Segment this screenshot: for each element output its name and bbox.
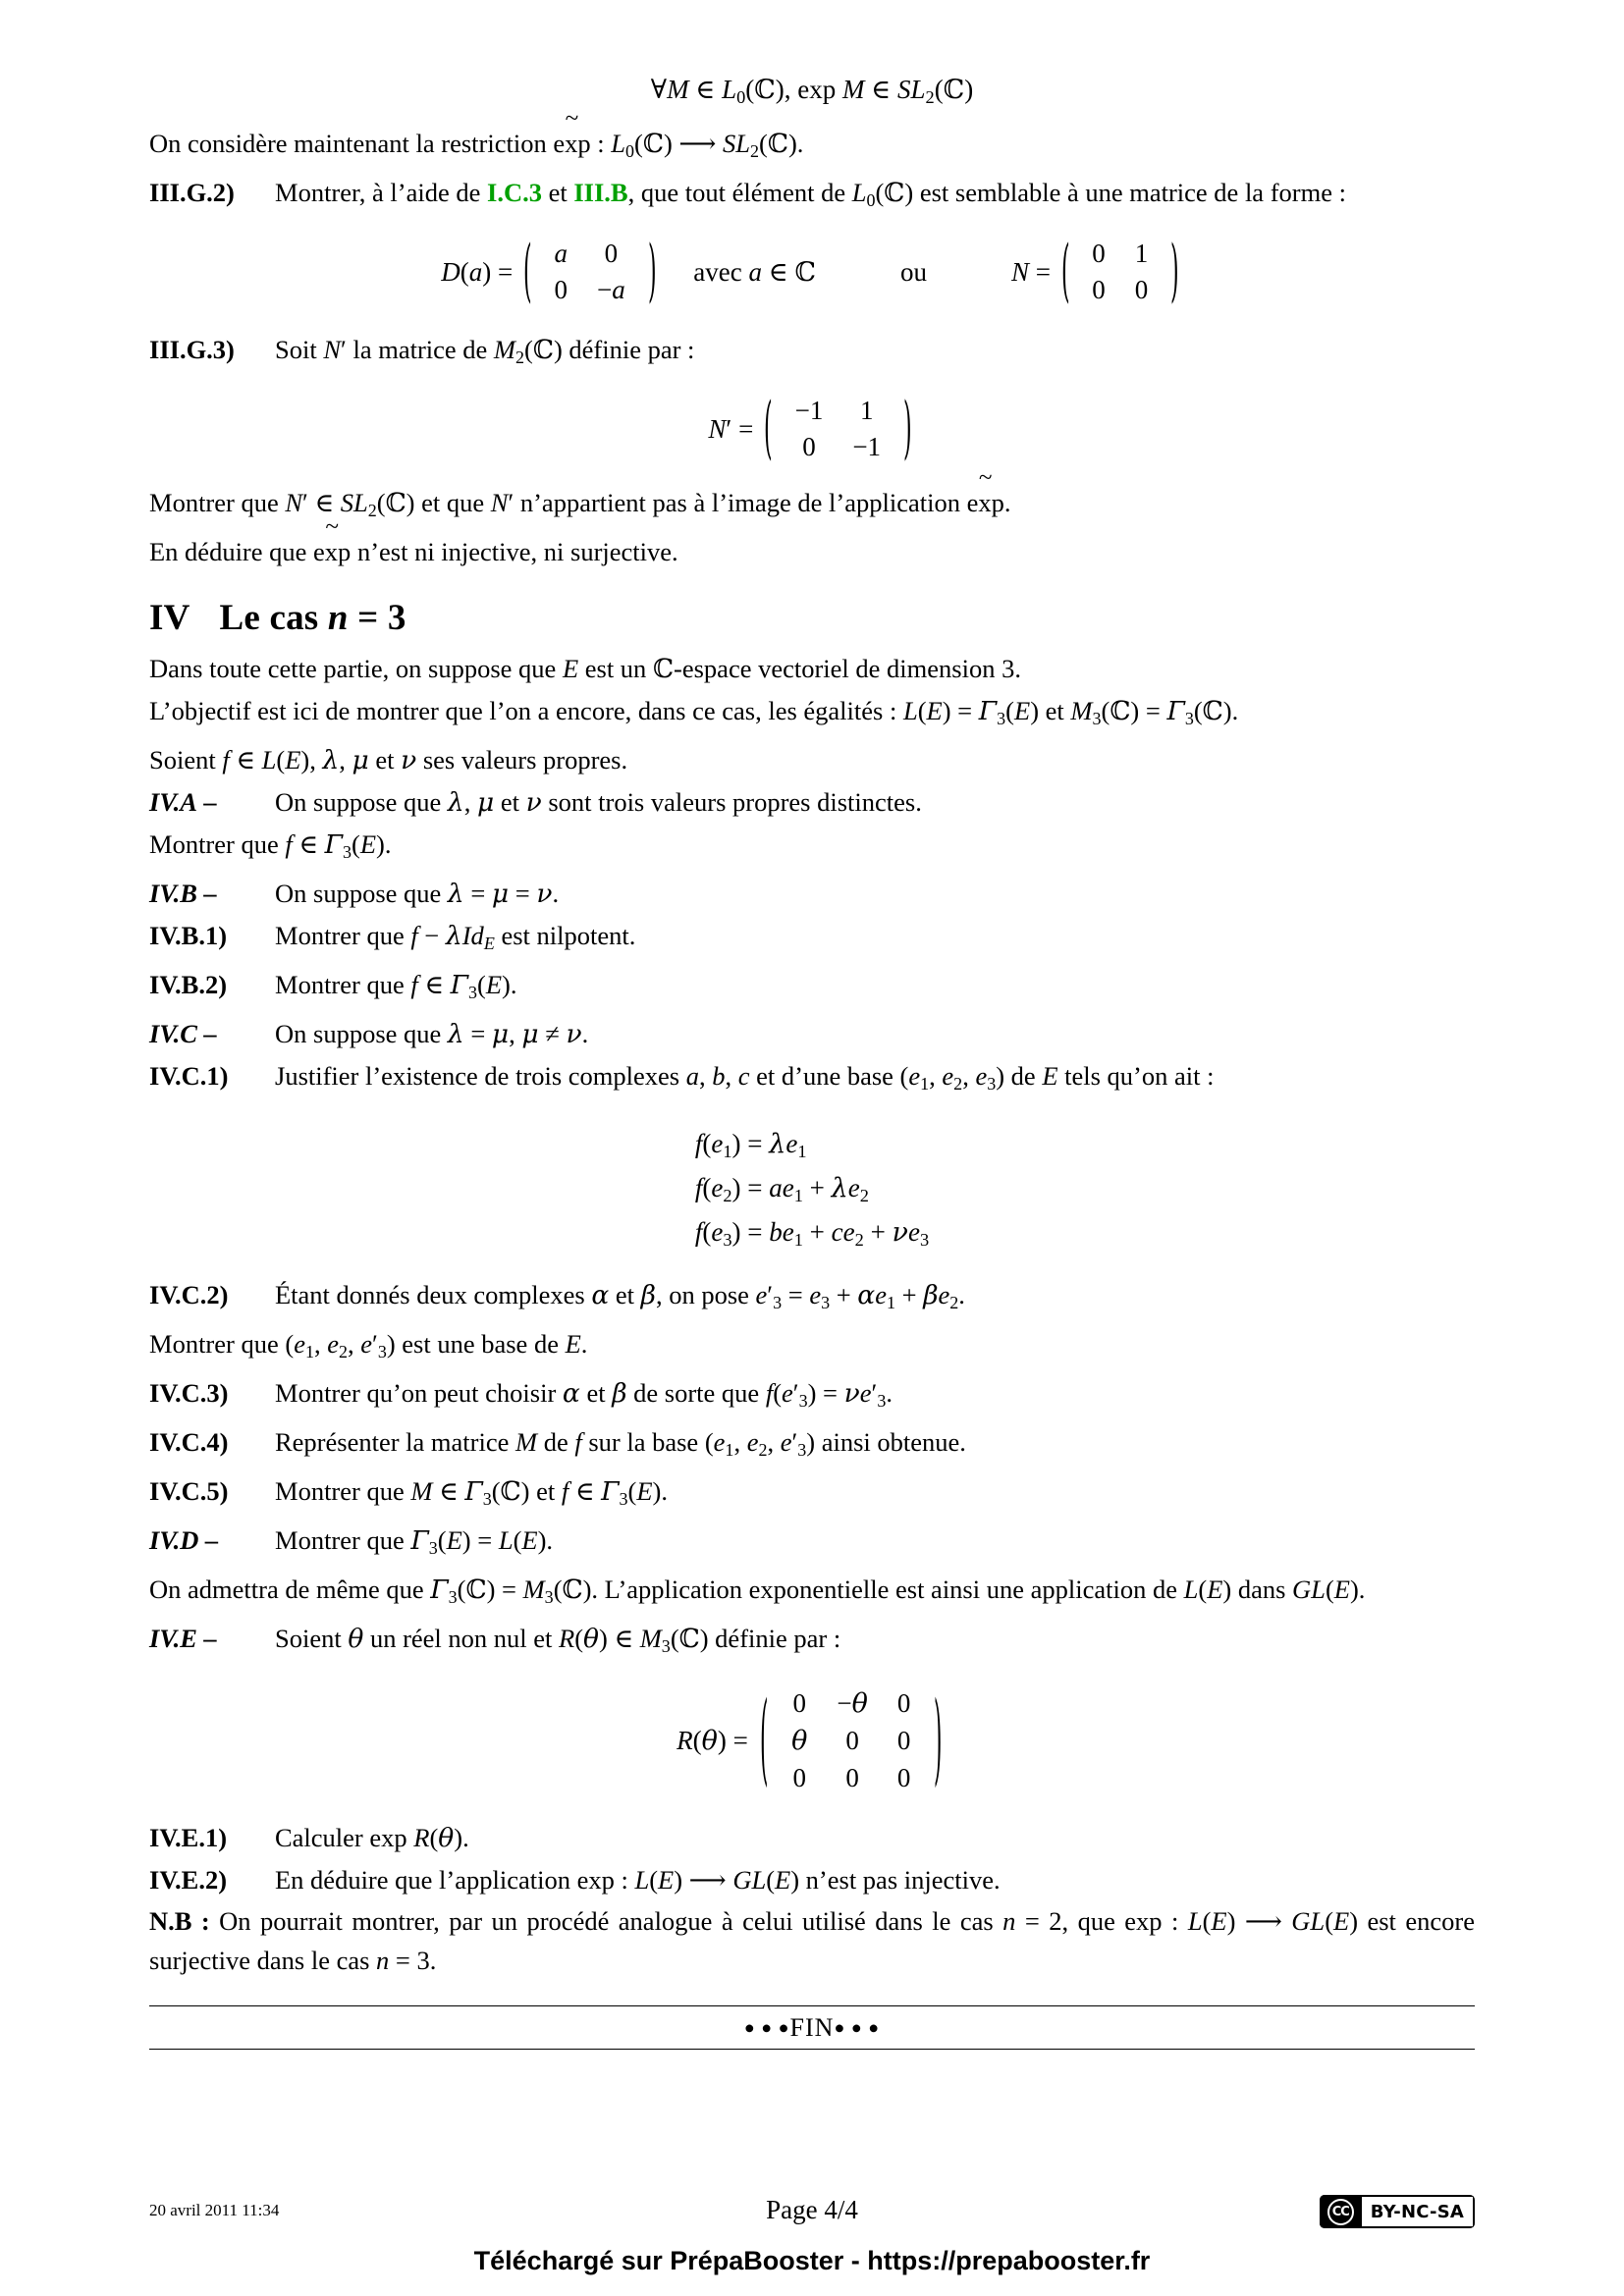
basis-equation-2: $f(e_2) = ae_1 + \lambda e_2$ bbox=[694, 1173, 869, 1206]
end-marker-block bbox=[149, 2005, 1475, 2050]
question-IV-C-2-continuation: Montrer que ($e_1$, $e_2$, $e'_3$) est une base de E. bbox=[149, 1328, 588, 1362]
question-III-G-3 bbox=[149, 330, 1475, 377]
question-text: Soient θ un réel non nul et R(θ) ∈ $M_3(ℂ)$ définie par : bbox=[275, 1624, 841, 1657]
question-IV-A-continuation: Montrer que f ∈ $\Gamma_3(E)$. bbox=[149, 829, 392, 863]
question-IV-C-4 bbox=[149, 1422, 1475, 1469]
question-tag: IV.A – bbox=[149, 787, 217, 818]
question-tag: IV.E.2) bbox=[149, 1864, 228, 1895]
page-content bbox=[149, 59, 1475, 2050]
question-IV-B-1 bbox=[149, 916, 1475, 963]
bullet-left: ● ● ● bbox=[743, 2017, 790, 2038]
exp-tilde: ~ exp bbox=[553, 105, 591, 159]
question-text: Calculer exp R(θ). bbox=[275, 1822, 469, 1853]
section-heading-IV bbox=[149, 597, 1475, 639]
question-tag: IV.E.1) bbox=[149, 1822, 228, 1852]
question-IV-D-continuation: On admettra de même que $\Gamma_3(ℂ)$ = $M_3(ℂ)$. L’application exponentielle est ainsi une application de L(E) dans GL(E). bbox=[149, 1574, 1366, 1608]
matrix-D: ( a 0 0 −a ) bbox=[522, 233, 657, 311]
footer-date: 20 avril 2011 11:34 bbox=[149, 2201, 280, 2219]
question-tag: III.G.3) bbox=[149, 335, 235, 365]
question-text: Étant donnés deux complexes α et β, on pose $e'_3 = e_3 + \alpha e_1 + \beta e_2$. bbox=[275, 1279, 965, 1312]
cross-reference-link-ic3[interactable]: I.C.3 bbox=[487, 178, 542, 208]
question-IV-B-2 bbox=[149, 965, 1475, 1012]
question-text: Montrer que $\Gamma_3(E) = L(E)$. bbox=[275, 1524, 554, 1558]
top-display-equation: ∀M ∈ $L_0(ℂ)$, exp M ∈ $SL_2(ℂ)$ bbox=[650, 75, 974, 108]
question-text: Soit N′ la matrice de $M_2(ℂ)$ définie par : bbox=[275, 335, 695, 368]
question-IV-B bbox=[149, 874, 1475, 914]
question-tag: IV.C.1) bbox=[149, 1061, 229, 1092]
after-g3-line-1: Montrer que N′ ∈ $SL_2(ℂ)$ et que N′ n’appartient pas à l’image de l’application ~ exp. bbox=[149, 463, 1011, 521]
matrix-display-D-N: D(a) = ( a 0 0 −a ) avec a ∈ ℂ ou N = ( 0 1 0 0 ) bbox=[149, 236, 1475, 308]
section4-paragraph-3: Soient f ∈ L(E), λ, μ et ν ses valeurs propres. bbox=[149, 745, 628, 776]
question-IV-C-1 bbox=[149, 1056, 1475, 1103]
matrix-label-N: N bbox=[1010, 256, 1029, 287]
section4-paragraph-2: L’objectif est ici de montrer que l’on a encore, dans ce cas, les égalités : $L(E) = \Gamma_3(E)$ et $M_3(ℂ)$ = $\Gamma_3(ℂ)$. bbox=[149, 696, 1239, 729]
question-tag: IV.C.4) bbox=[149, 1426, 229, 1457]
question-tag: IV.C.3) bbox=[149, 1377, 229, 1408]
basis-equation-1: $f(e_1) = \lambda e_1$ bbox=[694, 1129, 807, 1162]
cross-reference-link-iiib[interactable]: III.B bbox=[573, 178, 628, 208]
question-text: Représenter la matrice M de f sur la base ($e_1$, $e_2$, $e'_3$) ainsi obtenue. bbox=[275, 1426, 966, 1460]
question-text: Montrer que M ∈ $\Gamma_3(ℂ)$ et f ∈ $\Gamma_3(E)$. bbox=[275, 1475, 668, 1509]
section-title: Le cas n = 3 bbox=[219, 598, 406, 639]
question-IV-D bbox=[149, 1521, 1475, 1568]
question-IV-C-2 bbox=[149, 1275, 1475, 1322]
question-text: En déduire que l’application exp : L(E) ⟶ GL(E) n’est pas injective. bbox=[275, 1864, 1001, 1895]
question-tag: IV.B – bbox=[149, 879, 217, 909]
question-IV-C-3 bbox=[149, 1373, 1475, 1420]
intro-restriction-line: On considère maintenant la restriction ~ exp : $L_0(ℂ)$ ⟶ $SL_2(ℂ)$. bbox=[149, 105, 804, 162]
avec-a-in-c: avec a ∈ ℂ bbox=[693, 256, 816, 288]
question-IV-E-2 bbox=[149, 1860, 1475, 1899]
question-IV-E-1 bbox=[149, 1818, 1475, 1858]
question-tag: IV.E – bbox=[149, 1624, 217, 1654]
footer-page-number: Page 4/4 bbox=[766, 2195, 858, 2224]
question-tag: IV.D – bbox=[149, 1524, 219, 1555]
question-tag: IV.C – bbox=[149, 1019, 217, 1049]
question-tag: III.G.2) bbox=[149, 178, 235, 208]
page-footer bbox=[149, 2195, 1475, 2234]
question-text: On suppose que λ = μ = ν. bbox=[275, 879, 560, 910]
question-IV-C bbox=[149, 1014, 1475, 1054]
matrix-display-N-prime: N′ = ( −1 1 0 −1 ) bbox=[149, 393, 1475, 465]
matrix-label-N-prime: N′ bbox=[708, 413, 732, 444]
cc-circle-icon: CC bbox=[1327, 2199, 1354, 2225]
section-number: IV bbox=[149, 598, 190, 639]
question-text: Montrer qu’on peut choisir α et β de sorte que $f(e'_3) = \nu e'_3$. bbox=[275, 1377, 893, 1411]
question-text: Montrer, à l’aide de I.C.3 et III.B, que tout élément de $L_0(ℂ)$ est semblable à une matrice de la forme : bbox=[275, 178, 1346, 211]
bullet-right: ● ● ● bbox=[834, 2017, 881, 2038]
question-tag: IV.B.1) bbox=[149, 921, 228, 951]
matrix-label-R-theta: R(θ) bbox=[677, 1725, 727, 1756]
question-tag: IV.B.2) bbox=[149, 970, 228, 1000]
end-label: FIN bbox=[789, 2012, 835, 2042]
matrix-R-theta: ( 0 −θ 0 θ 0 0 0 0 0 ) bbox=[759, 1683, 943, 1798]
cc-terms-label: BY-NC-SA bbox=[1362, 2195, 1475, 2228]
ou-separator: ou bbox=[899, 256, 927, 287]
section4-paragraph-1: Dans toute cette partie, on suppose que E est un ℂ-espace vectoriel de dimension 3. bbox=[149, 654, 1021, 685]
question-IV-C-5 bbox=[149, 1471, 1475, 1519]
end-marker bbox=[149, 2006, 1475, 2049]
basis-equations-display bbox=[149, 1123, 1475, 1255]
question-IV-E bbox=[149, 1619, 1475, 1666]
matrix-display-R-theta: R(θ) = ( 0 −θ 0 θ 0 0 0 0 0 ) bbox=[149, 1685, 1475, 1796]
basis-equation-3: $f(e_3) = be_1 + ce_2 + \nu e_3$ bbox=[694, 1216, 930, 1251]
nb-text: On pourrait montrer, par un procédé analogue à celui utilisé dans le cas n = 2, que exp : L(E) ⟶ GL(E) est encore surjective dans le cas n = 3. bbox=[149, 1905, 1475, 1975]
after-g3-line-2: En déduire que ~ exp n’est ni injective, ni surjective. bbox=[149, 512, 678, 567]
cc-logo-icon bbox=[1320, 2195, 1362, 2228]
question-IV-A bbox=[149, 782, 1475, 823]
question-tag: IV.C.2) bbox=[149, 1279, 229, 1309]
question-text: On suppose que λ, μ et ν sont trois valeurs propres distinctes. bbox=[275, 787, 922, 819]
question-text: On suppose que λ = μ, μ ≠ ν. bbox=[275, 1019, 589, 1050]
question-text: Montrer que f − λId$_E$ est nilpotent. bbox=[275, 921, 636, 954]
nota-bene bbox=[149, 1901, 1475, 1980]
matrix-N: ( 0 1 0 0 ) bbox=[1060, 233, 1179, 311]
question-tag: IV.C.5) bbox=[149, 1475, 229, 1506]
question-text: Montrer que f ∈ $\Gamma_3(E)$. bbox=[275, 970, 517, 1003]
download-watermark: Téléchargé sur PrépaBooster - https://prepabooster.fr bbox=[473, 2246, 1151, 2275]
question-III-G-2 bbox=[149, 173, 1475, 220]
matrix-label-D: D(a) bbox=[441, 256, 492, 287]
divider-bottom bbox=[149, 2049, 1475, 2050]
matrix-N-prime: ( −1 1 0 −1 ) bbox=[763, 390, 912, 468]
creative-commons-badge[interactable] bbox=[1320, 2195, 1475, 2228]
question-text: Justifier l’existence de trois complexes a, b, c et d’une base ($e_1$, $e_2$, $e_3$) de E tels qu’on ait : bbox=[275, 1061, 1215, 1095]
nb-tag: N.B : bbox=[149, 1905, 210, 1936]
